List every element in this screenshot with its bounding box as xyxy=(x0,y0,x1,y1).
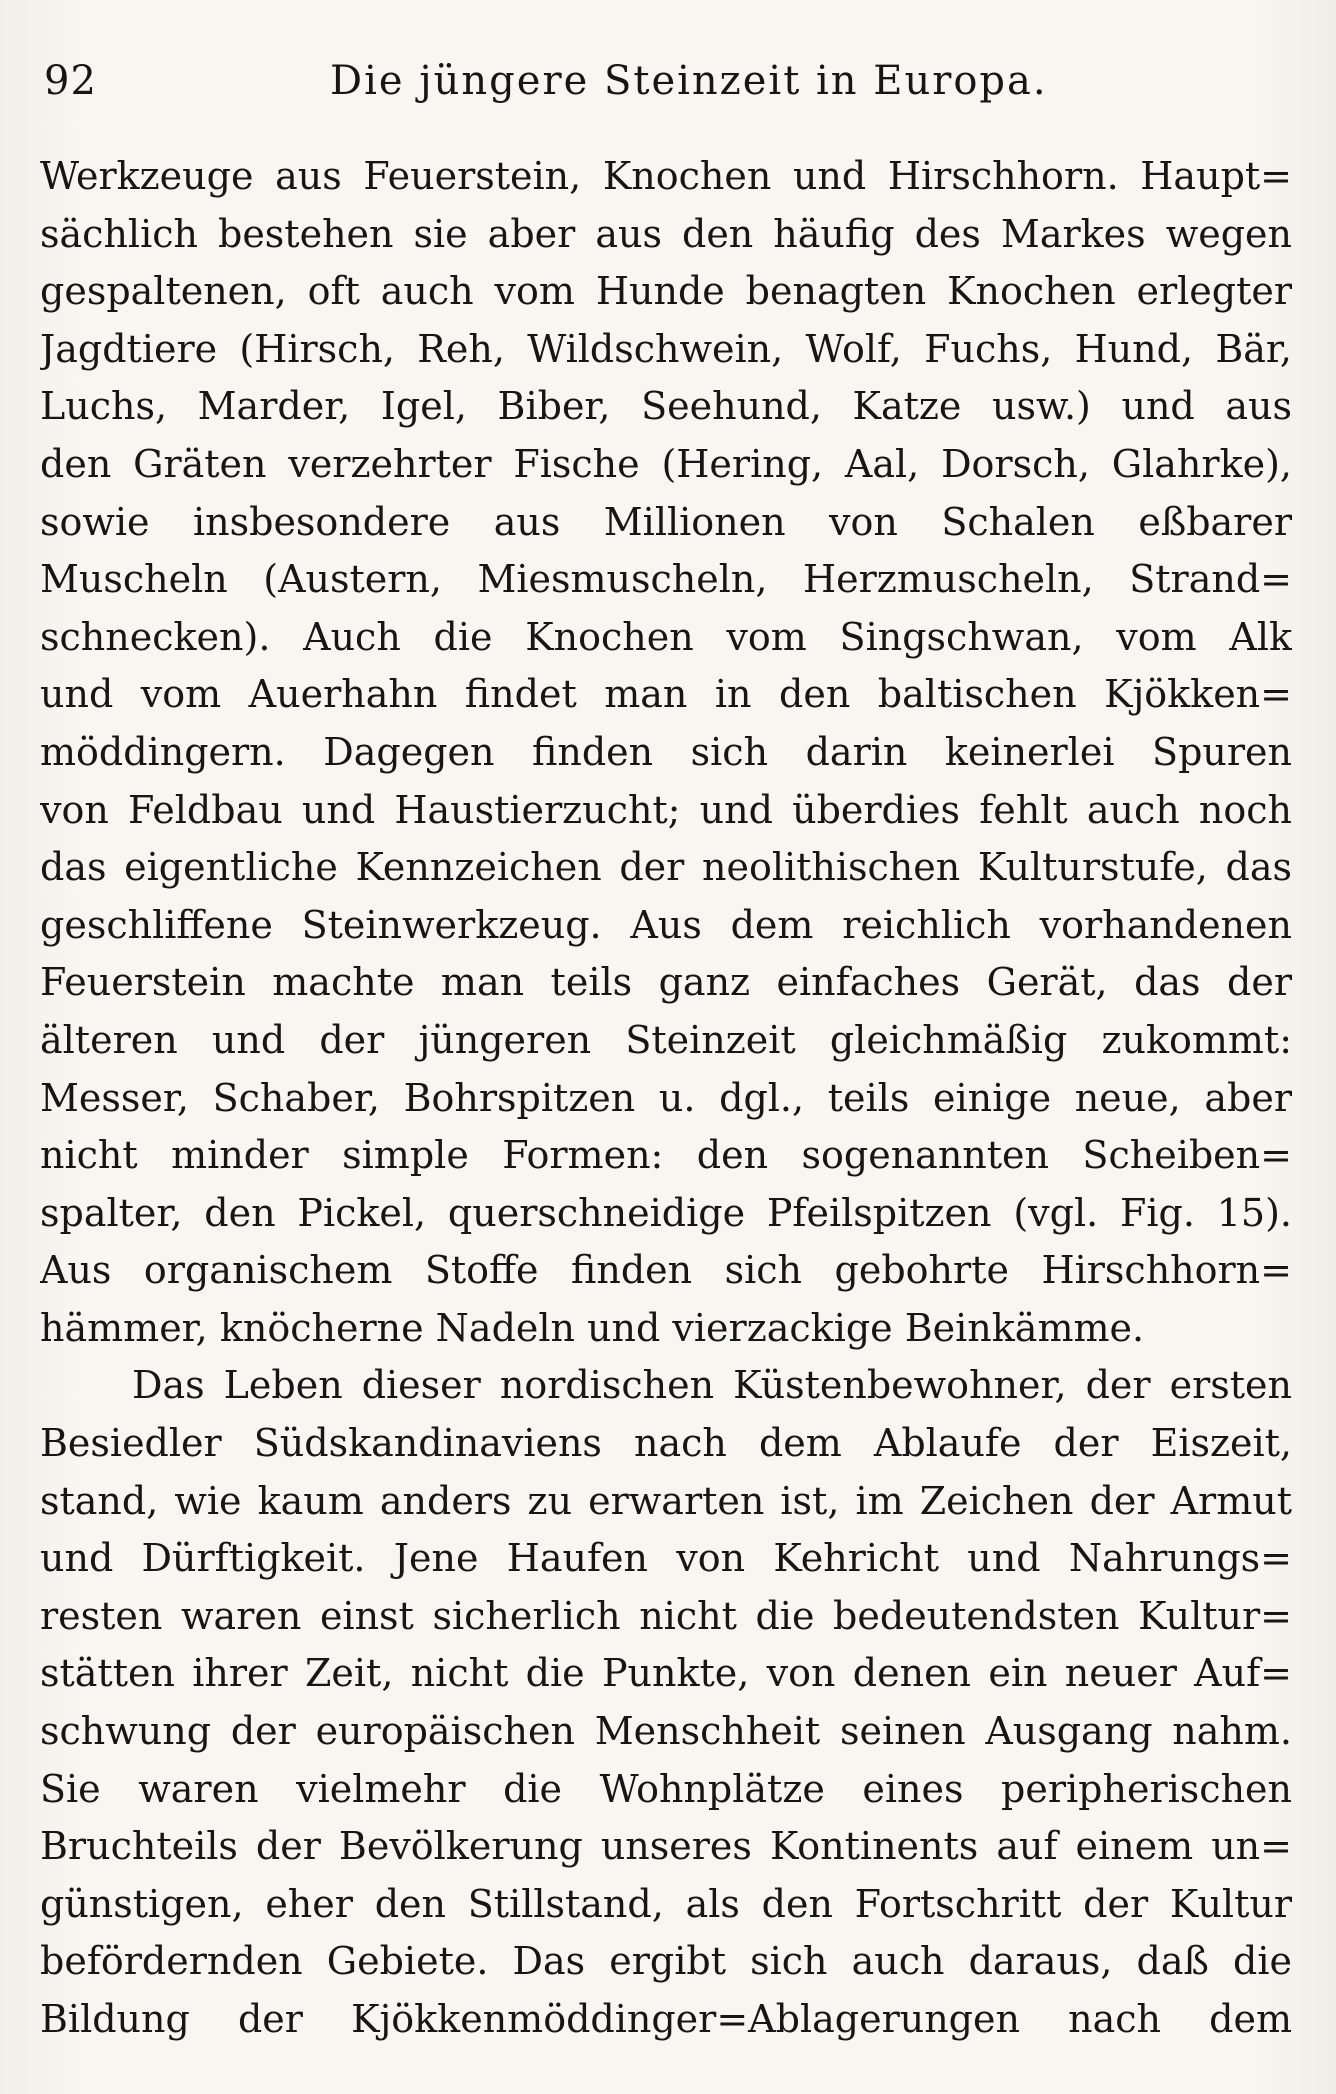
text-line: spalter, den Pickel, querschneidige Pfeilspitzen (vgl. Fig. 15). xyxy=(40,1190,1292,1235)
paragraph-start-line: Das Leben dieser nordischen Küstenbewohner, der ersten xyxy=(132,1363,1292,1408)
text-line: resten waren einst sicherlich nicht die bedeutendsten Kultur= xyxy=(40,1593,1292,1638)
text-line: Bildung der Kjökkenmöddinger=Ablagerungen nach dem xyxy=(40,1997,1292,2041)
text-line: Messer, Schaber, Bohrspitzen u. dgl., teils einige neue, aber xyxy=(40,1075,1292,1120)
page-number: 92 xyxy=(44,58,97,104)
text-line: und vom Auerhahn findet man in den baltischen Kjökken= xyxy=(40,672,1292,717)
text-line: und Dürftigkeit. Jene Haufen von Kehricht und Nahrungs= xyxy=(40,1536,1292,1581)
text-line: von Feldbau und Haustierzucht; und überdies fehlt auch noch xyxy=(40,787,1292,832)
running-title: Die jüngere Steinzeit in Europa. xyxy=(330,58,1048,104)
paragraph-end-line: hämmer, knöcherne Nadeln und vierzackige Beinkämme. xyxy=(40,1305,1145,1350)
text-line: sächlich bestehen sie aber aus den häufig des Markes wegen xyxy=(40,211,1292,256)
text-line: günstigen, eher den Stillstand, als den Fortschritt der Kultur xyxy=(40,1881,1292,1926)
page-header xyxy=(40,54,1290,114)
body-text xyxy=(40,148,1292,2049)
text-line: befördernden Gebiete. Das ergibt sich auch daraus, daß die xyxy=(40,1939,1292,1984)
text-line: älteren und der jüngeren Steinzeit gleichmäßig zukommt: xyxy=(40,1017,1292,1062)
text-line: den Gräten verzehrter Fische (Hering, Aal, Dorsch, Glahrke), xyxy=(40,441,1292,486)
text-line: Feuerstein machte man teils ganz einfaches Gerät, das der xyxy=(40,960,1292,1005)
text-line: Werkzeuge aus Feuerstein, Knochen und Hirschhorn. Haupt= xyxy=(40,154,1292,198)
text-line: möddingern. Dagegen finden sich darin keinerlei Spuren xyxy=(40,729,1292,774)
text-line: Luchs, Marder, Igel, Biber, Seehund, Katze usw.) und aus xyxy=(40,384,1292,429)
text-line: das eigentliche Kennzeichen der neolithischen Kulturstufe, das xyxy=(40,845,1292,890)
text-line: Sie waren vielmehr die Wohnplätze eines peripherischen xyxy=(40,1766,1292,1811)
text-line: schnecken). Auch die Knochen vom Singschwan, vom Alk xyxy=(40,614,1292,659)
text-line: Muscheln (Austern, Miesmuscheln, Herzmuscheln, Strand= xyxy=(40,557,1292,602)
text-line: Besiedler Südskandinaviens nach dem Ablaufe der Eiszeit, xyxy=(40,1421,1292,1466)
text-line: Jagdtiere (Hirsch, Reh, Wildschwein, Wolf, Fuchs, Hund, Bär, xyxy=(40,326,1292,371)
text-line: sowie insbesondere aus Millionen von Schalen eßbarer xyxy=(40,499,1292,544)
text-line: schwung der europäischen Menschheit seinen Ausgang nahm. xyxy=(40,1709,1292,1754)
text-line: Aus organischem Stoffe finden sich gebohrte Hirschhorn= xyxy=(40,1248,1292,1293)
text-line: Bruchteils der Bevölkerung unseres Kontinents auf einem un= xyxy=(40,1824,1292,1869)
text-line: stätten ihrer Zeit, nicht die Punkte, von denen ein neuer Auf= xyxy=(40,1651,1292,1696)
text-line: geschliffene Steinwerkzeug. Aus dem reichlich vorhandenen xyxy=(40,902,1292,947)
text-line: nicht minder simple Formen: den sogenannten Scheiben= xyxy=(40,1133,1292,1178)
text-line: gespaltenen, oft auch vom Hunde benagten Knochen erlegter xyxy=(40,269,1292,314)
text-line: stand, wie kaum anders zu erwarten ist, im Zeichen der Armut xyxy=(40,1478,1292,1523)
